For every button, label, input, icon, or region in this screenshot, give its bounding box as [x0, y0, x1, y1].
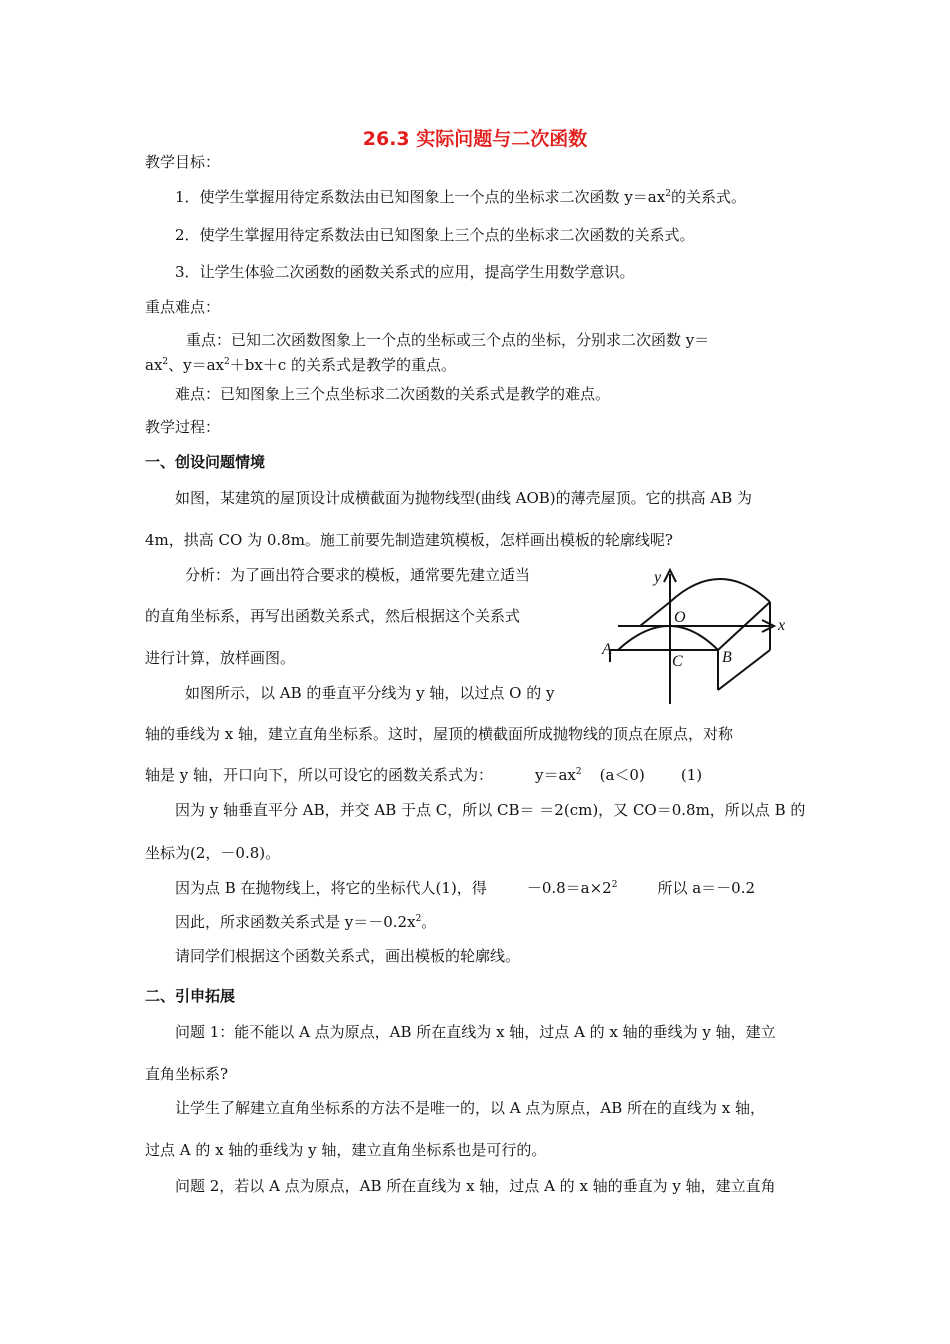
key-point-line-2: [145, 355, 456, 375]
label-c: C: [672, 653, 683, 670]
conclusion-line: [175, 912, 436, 932]
question-2-line-1: 问题 2，若以 A 点为原点，AB 所在直线为 x 轴，过点 A 的 x 轴的垂直为 y 轴，建立直角: [175, 1177, 776, 1195]
equation-number: (1): [680, 766, 703, 784]
setup-text: 轴是 y 轴，开口向下，所以可设它的函数关系式为：: [145, 766, 494, 784]
formula-condition: (a＜0): [599, 766, 645, 784]
parabola-aob: [618, 626, 718, 650]
label-x: x: [778, 617, 786, 634]
objective-item-1-tail: 的关系式。: [670, 188, 746, 206]
reasoning-line-1: 因为 y 轴垂直平分 AB，并交 AB 于点 C，所以 CB＝ ＝2(cm)，又 CO＝0.8m，所以点 B 的: [175, 801, 806, 819]
substitution-line: [175, 878, 755, 898]
key-point-text: ax: [145, 356, 163, 374]
keypoints-heading: 重点难点：: [145, 298, 221, 316]
analysis-line-2: 的直角坐标系，再写出函数关系式，然后根据这个关系式: [145, 607, 521, 625]
question-1-line-2: 直角坐标系?: [145, 1065, 229, 1083]
key-point-text: 、y＝ax: [168, 356, 225, 374]
substitution-text: 因为点 B 在抛物线上，将它的坐标代人(1)，得: [175, 879, 487, 897]
roof-left-diagonal: [640, 602, 670, 626]
process-heading: 教学过程：: [145, 418, 221, 436]
analysis-line-3: 进行计算，放样画图。: [145, 649, 296, 667]
superscript: 2: [224, 357, 230, 367]
formula: y＝ax: [535, 766, 576, 784]
setup-line-3: [145, 765, 702, 785]
answer-1-line-1: 让学生了解建立直角坐标系的方法不是唯一的，以 A 点为原点，AB 所在的直线为 x 轴，: [175, 1099, 765, 1117]
page-title: 26.3 实际问题与二次函数: [362, 128, 588, 150]
reasoning-line-2: 坐标为(2，－0.8)。: [145, 844, 281, 862]
objective-item-3: 3．让学生体验二次函数的函数关系式的应用，提高学生用数学意识。: [175, 263, 635, 281]
superscript: 2: [575, 767, 582, 777]
superscript: 2: [665, 189, 671, 199]
objective-item-1: [175, 187, 746, 207]
section-1-paragraph-1-line-2: 4m，拱高 CO 为 0.8m。施工前要先制造建筑模板，怎样画出模板的轮廓线呢?: [145, 531, 673, 549]
roof-parabola-figure: [600, 566, 800, 706]
superscript: 2: [415, 914, 422, 924]
label-o: O: [674, 609, 686, 626]
objective-item-2: 2．使学生掌握用待定系数法由已知图象上三个点的坐标求二次函数的关系式。: [175, 226, 695, 244]
question-1-line-1: 问题 1：能不能以 A 点为原点，AB 所在直线为 x 轴，过点 A 的 x 轴的垂线为 y 轴，建立: [175, 1023, 776, 1041]
section-1-heading: 一、创设问题情境: [145, 453, 266, 471]
exercise-line: 请同学们根据这个函数关系式，画出模板的轮廓线。: [175, 947, 521, 965]
superscript: 2: [162, 357, 169, 367]
setup-line-2: 轴的垂线为 x 轴，建立直角坐标系。这时，屋顶的横截面所成抛物线的顶点在原点，对称: [145, 725, 733, 743]
conclusion-tail: 。: [421, 913, 437, 931]
result-text: 所以 a＝－0.2: [657, 879, 756, 897]
key-point-line-1: 重点：已知二次函数图象上一个点的坐标或三个点的坐标，分别求二次函数 y＝: [186, 331, 710, 349]
key-point-text: ＋bx＋c 的关系式是教学的重点。: [229, 356, 456, 374]
setup-line-1: 如图所示，以 AB 的垂直平分线为 y 轴，以过点 O 的 y: [185, 684, 555, 702]
objective-item-1-text: 1．使学生掌握用待定系数法由已知图象上一个点的坐标求二次函数 y＝ax: [175, 188, 666, 206]
analysis-line-1: 分析：为了画出符合要求的模板，通常要先建立适当: [185, 566, 531, 584]
section-1-paragraph-1-line-1: 如图，某建筑的屋顶设计成横截面为抛物线型(曲线 AOB)的薄壳屋顶。它的拱高 AB 为: [175, 489, 753, 507]
label-a: A: [602, 641, 612, 658]
superscript: 2: [611, 880, 618, 890]
label-y: y: [654, 569, 662, 586]
conclusion-text: 因此，所求函数关系式是 y＝－0.2x: [175, 913, 416, 931]
formula: －0.8＝a×2: [526, 879, 612, 897]
label-b: B: [722, 649, 732, 666]
objectives-heading: 教学目标：: [145, 153, 221, 171]
section-2-heading: 二、引申拓展: [145, 987, 236, 1005]
roof-top-arch: [670, 579, 770, 602]
answer-1-line-2: 过点 A 的 x 轴的垂线为 y 轴，建立直角坐标系也是可行的。: [145, 1141, 547, 1159]
difficulty-line: 难点：已知图象上三个点坐标求二次函数的关系式是教学的难点。: [175, 385, 611, 403]
